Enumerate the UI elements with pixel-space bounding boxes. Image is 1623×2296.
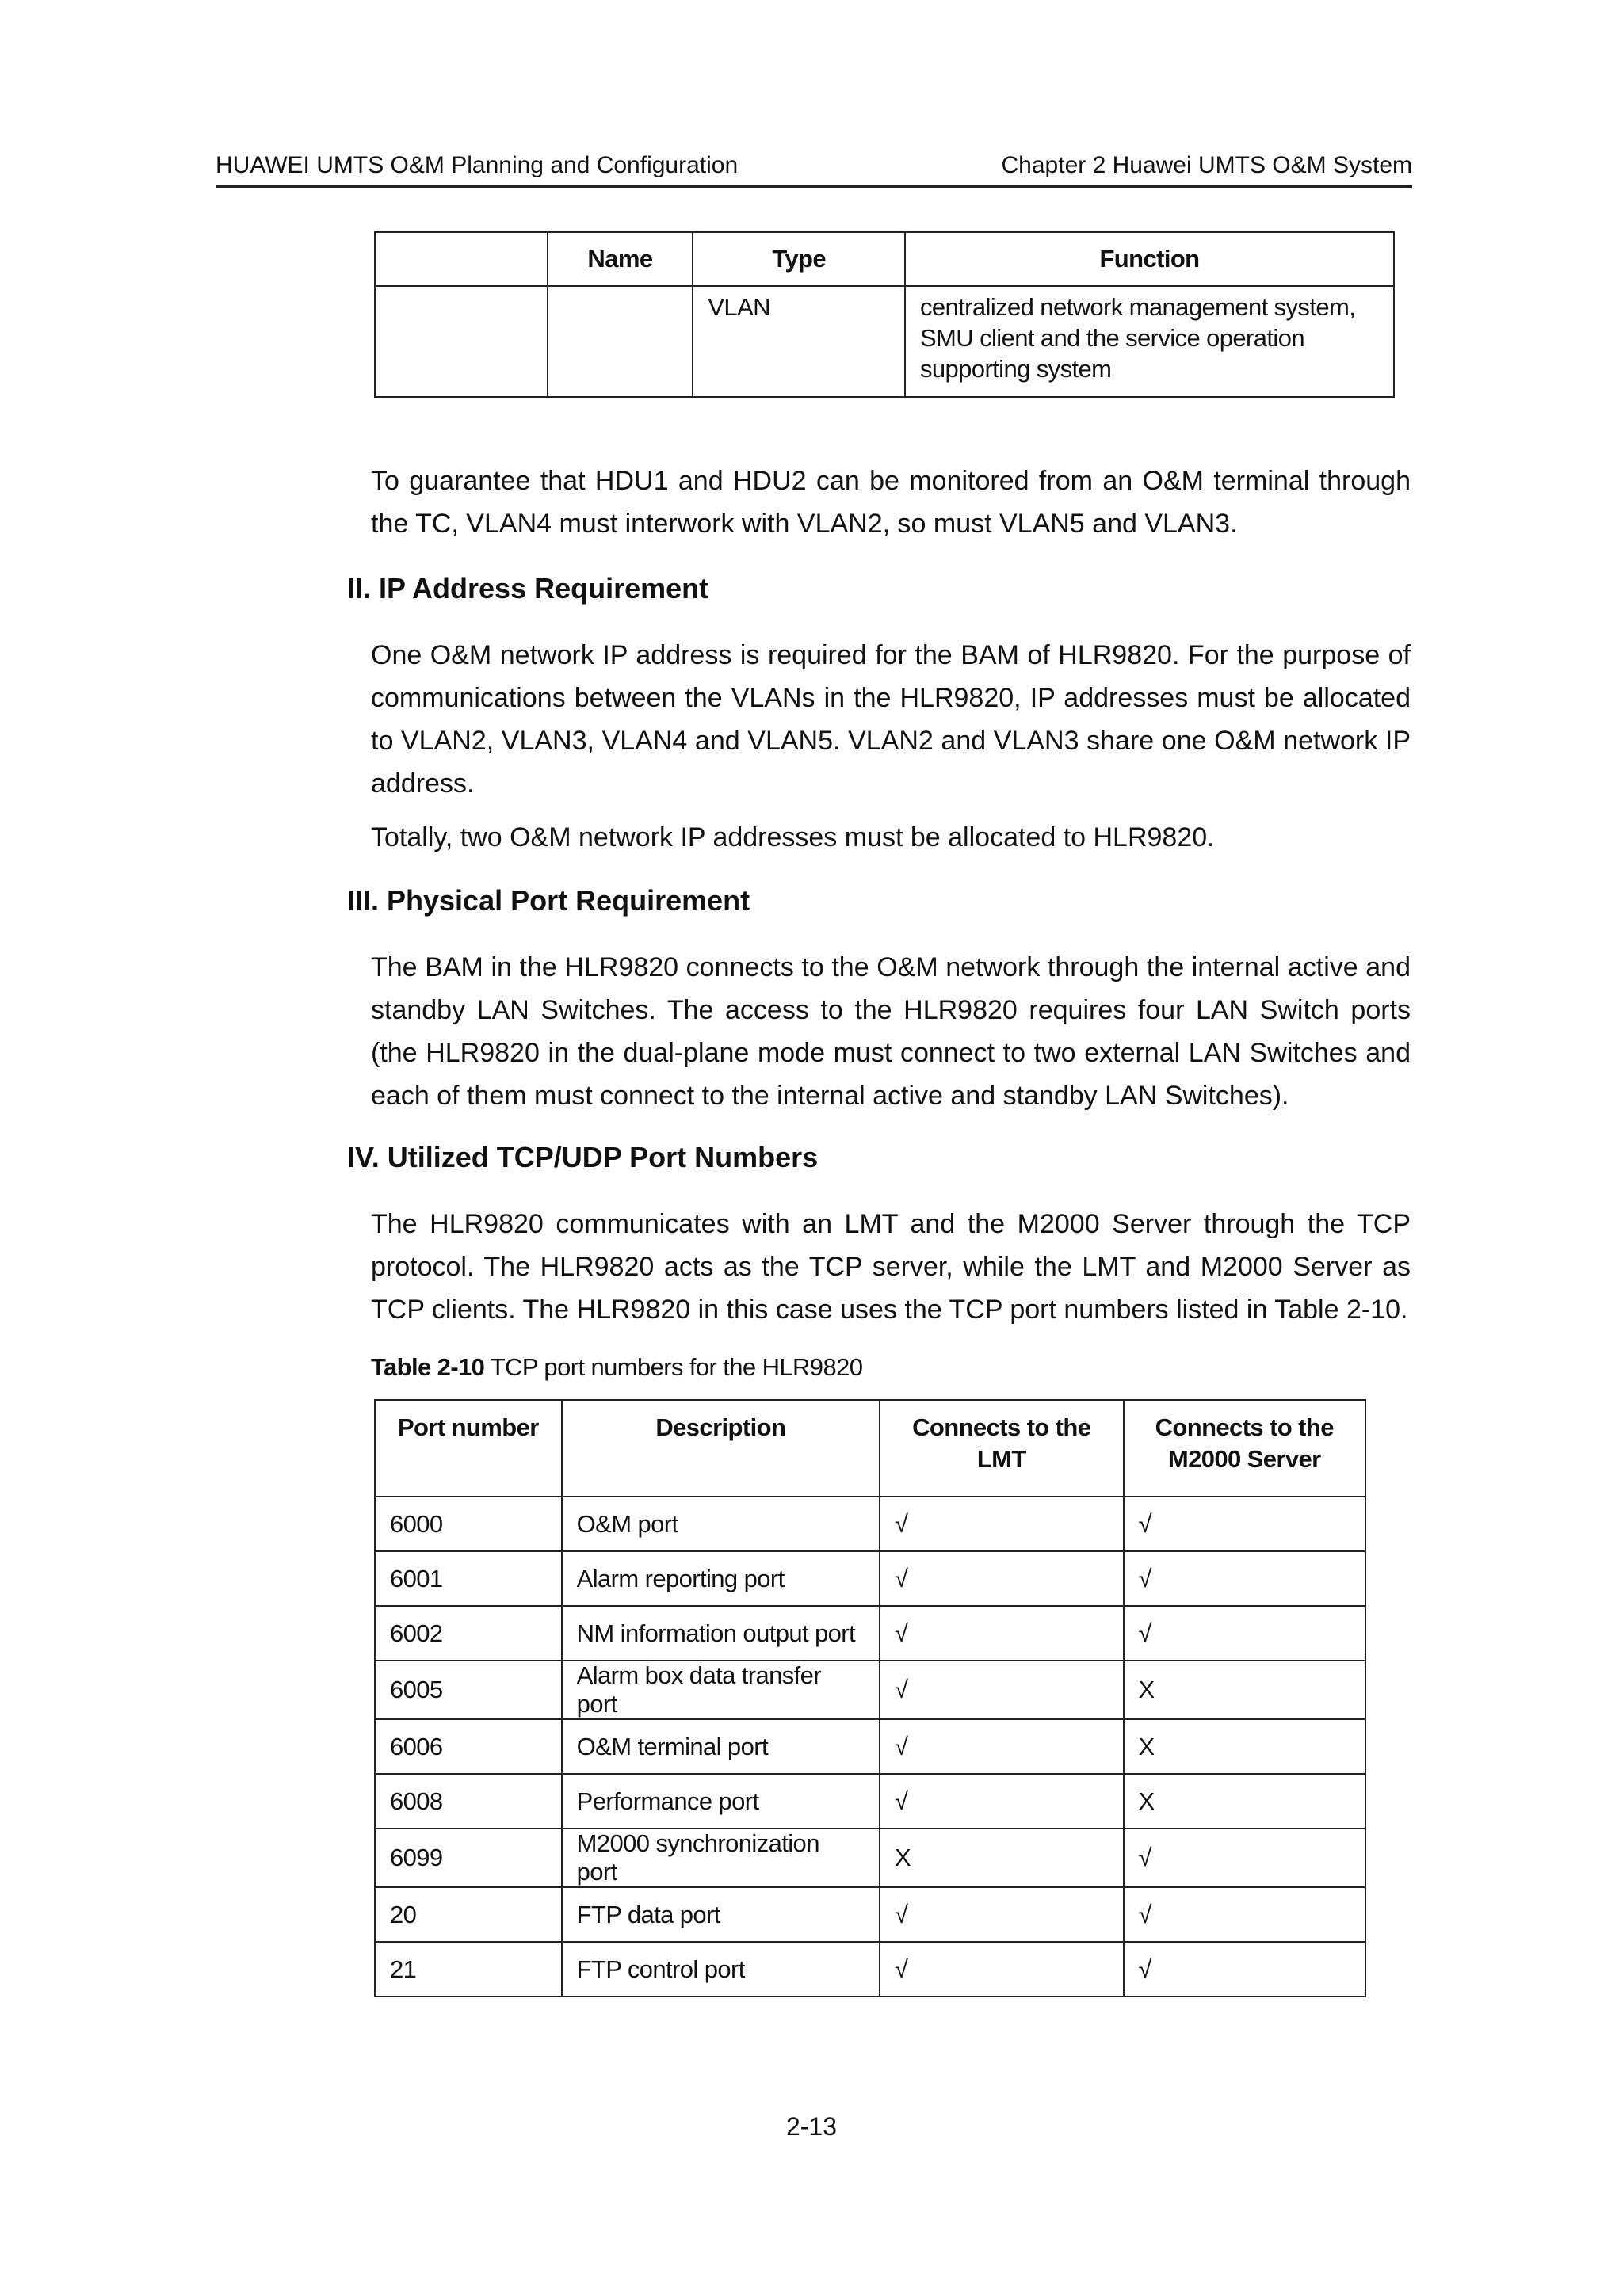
table-row [375, 1551, 1365, 1606]
table-row [375, 1719, 1365, 1774]
description-cell: NM information output port [562, 1606, 880, 1661]
table-row [375, 1606, 1365, 1661]
continued-vlan-table [374, 231, 1395, 398]
m2000-cell: X [1124, 1719, 1366, 1774]
lmt-cell: √ [880, 1719, 1123, 1774]
table-caption-label: Table 2-10 [371, 1353, 485, 1381]
paragraph-tcp: The HLR9820 communicates with an LMT and the M2000 Server through the TCP protocol. The HLR9820 acts as the TCP server, while the LMT and M2000 Server as TCP clients. The HLR9820 in this case uses the TCP port numbers listed in Table 2-10. [371, 1209, 1411, 1325]
description-cell: O&M port [562, 1497, 880, 1551]
port-number-cell: 6005 [375, 1661, 562, 1719]
lmt-cell: √ [880, 1497, 1123, 1551]
description-cell: Alarm box data transfer port [562, 1661, 880, 1719]
paragraph-ip-requirement: One O&M network IP address is required for the BAM of HLR9820. For the purpose of communications between the VLANs in the HLR9820, IP addresses must be allocated to VLAN2, VLAN3, VLAN4 and VLAN5. VLAN2 and VLAN3 share one O&M network IP address. [371, 640, 1411, 799]
header-document-title: HUAWEI UMTS O&M Planning and Configuration [216, 152, 739, 178]
description-cell: O&M terminal port [562, 1719, 880, 1774]
lmt-cell: X [880, 1829, 1123, 1887]
heading-ip-address: II. IP Address Requirement [347, 572, 709, 605]
lmt-cell: √ [880, 1661, 1123, 1719]
description-cell: FTP control port [562, 1942, 880, 1997]
table-header-row [375, 232, 1394, 286]
function-line: supporting system [919, 355, 1112, 383]
column-header-lmt: Connects to the LMT [880, 1400, 1123, 1497]
description-cell: M2000 synchronization port [562, 1829, 880, 1887]
port-number-cell: 6002 [375, 1606, 562, 1661]
m2000-cell: √ [1124, 1829, 1366, 1887]
header-chapter-title: Chapter 2 Huawei UMTS O&M System [1001, 152, 1412, 178]
description-cell: Performance port [562, 1774, 880, 1829]
port-number-cell: 6000 [375, 1497, 562, 1551]
column-header-function: Function [905, 232, 1394, 286]
description-cell: FTP data port [562, 1887, 880, 1942]
table-row [375, 286, 1394, 397]
port-number-cell: 6001 [375, 1551, 562, 1606]
function-line: SMU client and the service operation [919, 324, 1304, 352]
tcp-port-table [374, 1399, 1366, 1997]
table-row [375, 1829, 1365, 1887]
paragraph-guarantee: To guarantee that HDU1 and HDU2 can be monitored from an O&M terminal through the TC, VLAN4 must interwork with VLAN2, so must VLAN5 and VLAN3. [371, 466, 1411, 539]
m2000-cell: X [1124, 1661, 1366, 1719]
column-header-m2000: Connects to the M2000 Server [1124, 1400, 1366, 1497]
lmt-cell: √ [880, 1774, 1123, 1829]
table-row [375, 1887, 1365, 1942]
column-header-blank [375, 232, 548, 286]
table-row [375, 1661, 1365, 1719]
paragraph-ip-total: Totally, two O&M network IP addresses must be allocated to HLR9820. [371, 822, 1215, 852]
table-cell-function [905, 286, 1394, 397]
column-header-name: Name [548, 232, 693, 286]
lmt-cell: √ [880, 1551, 1123, 1606]
heading-physical-port: III. Physical Port Requirement [347, 884, 750, 917]
column-header-type: Type [693, 232, 905, 286]
m2000-cell: X [1124, 1774, 1366, 1829]
table-row [375, 1497, 1365, 1551]
port-number-cell: 6099 [375, 1829, 562, 1887]
port-number-cell: 6008 [375, 1774, 562, 1829]
m2000-cell: √ [1124, 1942, 1366, 1997]
table-caption [371, 1353, 862, 1382]
m2000-cell: √ [1124, 1887, 1366, 1942]
m2000-cell: √ [1124, 1606, 1366, 1661]
paragraph-physical-port: The BAM in the HLR9820 connects to the O&M network through the internal active and standby LAN Switches. The access to the HLR9820 requires four LAN Switch ports (the HLR9820 in the dual-plane mode must connect to two external LAN Switches and each of them must connect to the internal active and standby LAN Switches). [371, 952, 1411, 1111]
table-cell-name [548, 286, 693, 397]
page-number: 2-13 [785, 2112, 838, 2141]
lmt-cell: √ [880, 1606, 1123, 1661]
table-header-row [375, 1400, 1365, 1497]
port-number-cell: 6006 [375, 1719, 562, 1774]
page-header [216, 151, 1412, 188]
port-number-cell: 20 [375, 1887, 562, 1942]
lmt-cell: √ [880, 1887, 1123, 1942]
description-cell: Alarm reporting port [562, 1551, 880, 1606]
column-header-description: Description [562, 1400, 880, 1497]
table-cell-type: VLAN [693, 286, 905, 397]
table-caption-text: TCP port numbers for the HLR9820 [490, 1353, 863, 1381]
lmt-cell: √ [880, 1942, 1123, 1997]
table-row [375, 1774, 1365, 1829]
m2000-cell: √ [1124, 1497, 1366, 1551]
function-line: centralized network management system, [919, 293, 1356, 321]
heading-tcp-udp: IV. Utilized TCP/UDP Port Numbers [347, 1141, 819, 1173]
column-header-port-number: Port number [375, 1400, 562, 1497]
m2000-cell: √ [1124, 1551, 1366, 1606]
table-row [375, 1942, 1365, 1997]
port-number-cell: 21 [375, 1942, 562, 1997]
table-cell-blank [375, 286, 548, 397]
